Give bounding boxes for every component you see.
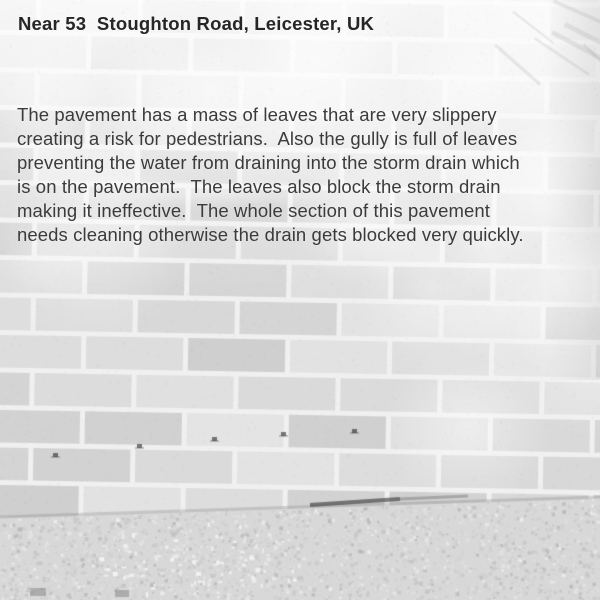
description-line: preventing the water from draining into the storm drain which — [17, 152, 520, 173]
location-title: Near 53 Stoughton Road, Leicester, UK — [18, 13, 375, 34]
description-line: making it ineffective. The whole section of this pavement — [17, 200, 491, 221]
description-line: creating a risk for pedestrians. Also the gully is full of leaves — [17, 128, 518, 149]
report-description — [17, 103, 524, 247]
description-line: The pavement has a mass of leaves that are very slippery — [17, 104, 497, 125]
description-line: needs cleaning otherwise the drain gets blocked very quickly. — [17, 224, 524, 245]
description-line: is on the pavement. The leaves also block the storm drain — [17, 176, 501, 197]
